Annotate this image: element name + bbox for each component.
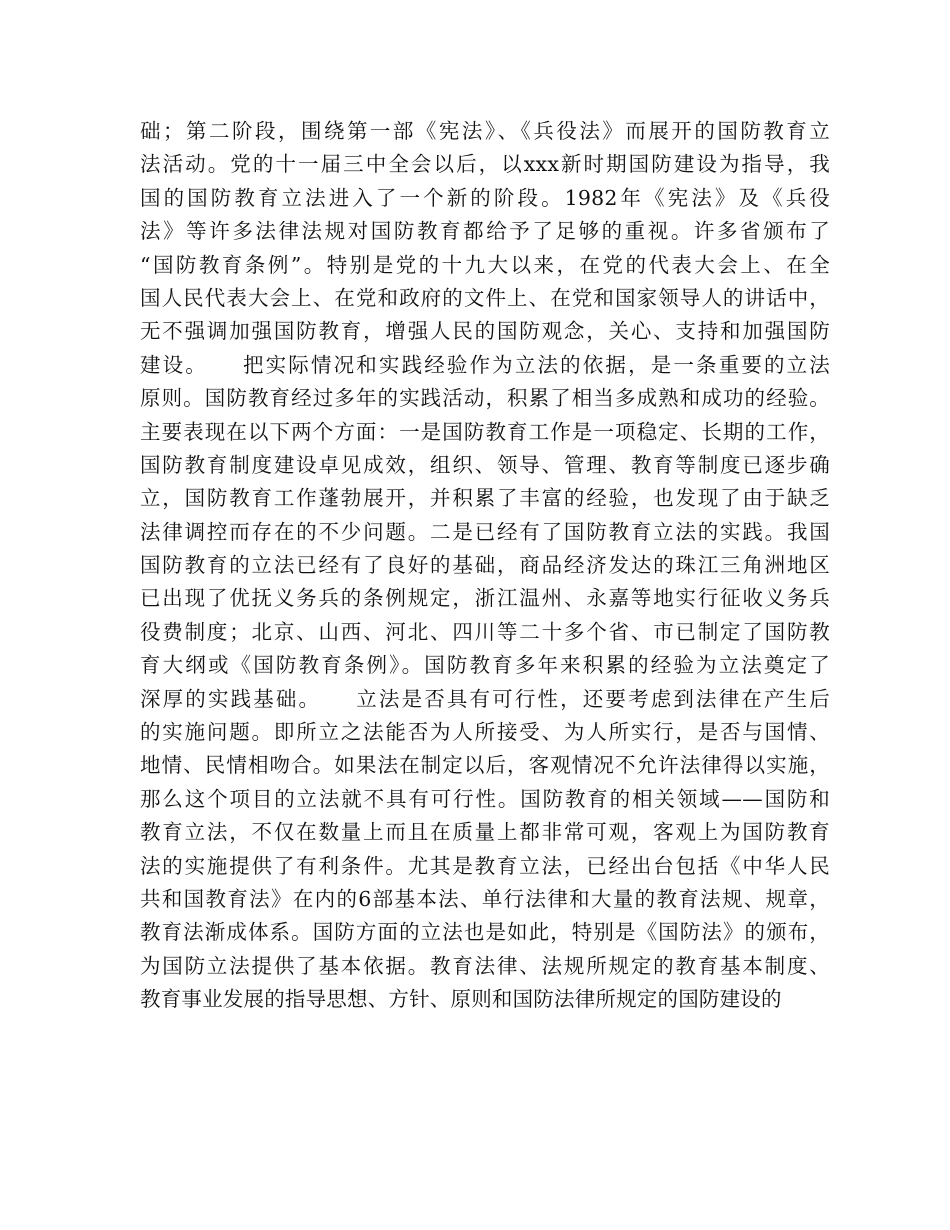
text-line-2: 法活动。党的十一届三中全会以后，以xxx新时期国防建设为指导，我 <box>140 152 830 177</box>
text-line-21: 那么这个项目的立法就不具有可行性。国防教育的相关领域——国防和 <box>140 786 830 811</box>
text-line-3: 国的国防教育立法进入了一个新的阶段。1982年《宪法》及《兵役 <box>140 185 830 210</box>
text-line-6: 国人民代表大会上、在党和政府的文件上、在党和国家领导人的讲话中， <box>140 285 830 310</box>
text-line-26: 为国防立法提供了基本依据。教育法律、法规所规定的教育基本制度、 <box>140 953 830 978</box>
text-line-7: 无不强调加强国防教育，增强人民的国防观念，关心、支持和加强国防 <box>140 319 830 344</box>
text-line-4: 法》等许多法律法规对国防教育都给予了足够的重视。许多省颁布了 <box>140 219 830 244</box>
text-line-19: 的实施问题。即所立之法能否为人所接受、为人所实行，是否与国情、 <box>140 720 830 745</box>
text-line-18: 深厚的实践基础。 立法是否具有可行性，还要考虑到法律在产生后 <box>140 686 830 711</box>
text-line-20: 地情、民情相吻合。如果法在制定以后，客观情况不允许法律得以实施， <box>140 753 830 778</box>
text-line-23: 法的实施提供了有利条件。尤其是教育立法，已经出台包括《中华人民 <box>140 853 830 878</box>
text-line-24: 共和国教育法》在内的6部基本法、单行法律和大量的教育法规、规章， <box>140 886 830 911</box>
text-line-10: 主要表现在以下两个方面：一是国防教育工作是一项稳定、长期的工作， <box>140 419 830 444</box>
text-line-16: 役费制度；北京、山西、河北、四川等二十多个省、市已制定了国防教 <box>140 619 830 644</box>
text-line-17: 育大纲或《国防教育条例》。国防教育多年来积累的经验为立法奠定了 <box>140 653 830 678</box>
text-line-22: 教育立法，不仅在数量上而且在质量上都非常可观，客观上为国防教育 <box>140 820 830 845</box>
document-body <box>140 115 830 1017</box>
text-line-15: 已出现了优抚义务兵的条例规定，浙江温州、永嘉等地实行征收义务兵 <box>140 586 830 611</box>
text-line-9: 原则。国防教育经过多年的实践活动，积累了相当多成熟和成功的经验。 <box>140 386 830 411</box>
text-line-1: 础；第二阶段，围绕第一部《宪法》、《兵役法》而展开的国防教育立 <box>140 119 830 143</box>
text-line-11: 国防教育制度建设卓见成效，组织、领导、管理、教育等制度已逐步确 <box>140 452 830 477</box>
text-line-25: 教育法渐成体系。国防方面的立法也是如此，特别是《国防法》的颁布， <box>140 920 830 945</box>
text-line-14: 国防教育的立法已经有了良好的基础，商品经济发达的珠江三角洲地区 <box>140 553 830 578</box>
text-line-13: 法律调控而存在的不少问题。二是已经有了国防教育立法的实践。我国 <box>140 519 830 544</box>
text-line-5: “国防教育条例”。特别是党的十九大以来，在党的代表大会上、在全 <box>140 252 830 277</box>
text-line-12: 立，国防教育工作蓬勃展开，并积累了丰富的经验，也发现了由于缺乏 <box>140 486 830 511</box>
text-line-27: 教育事业发展的指导思想、方针、原则和国防法律所规定的国防建设的 <box>140 987 782 1012</box>
text-line-8: 建设。 把实际情况和实践经验作为立法的依据，是一条重要的立法 <box>140 352 830 377</box>
